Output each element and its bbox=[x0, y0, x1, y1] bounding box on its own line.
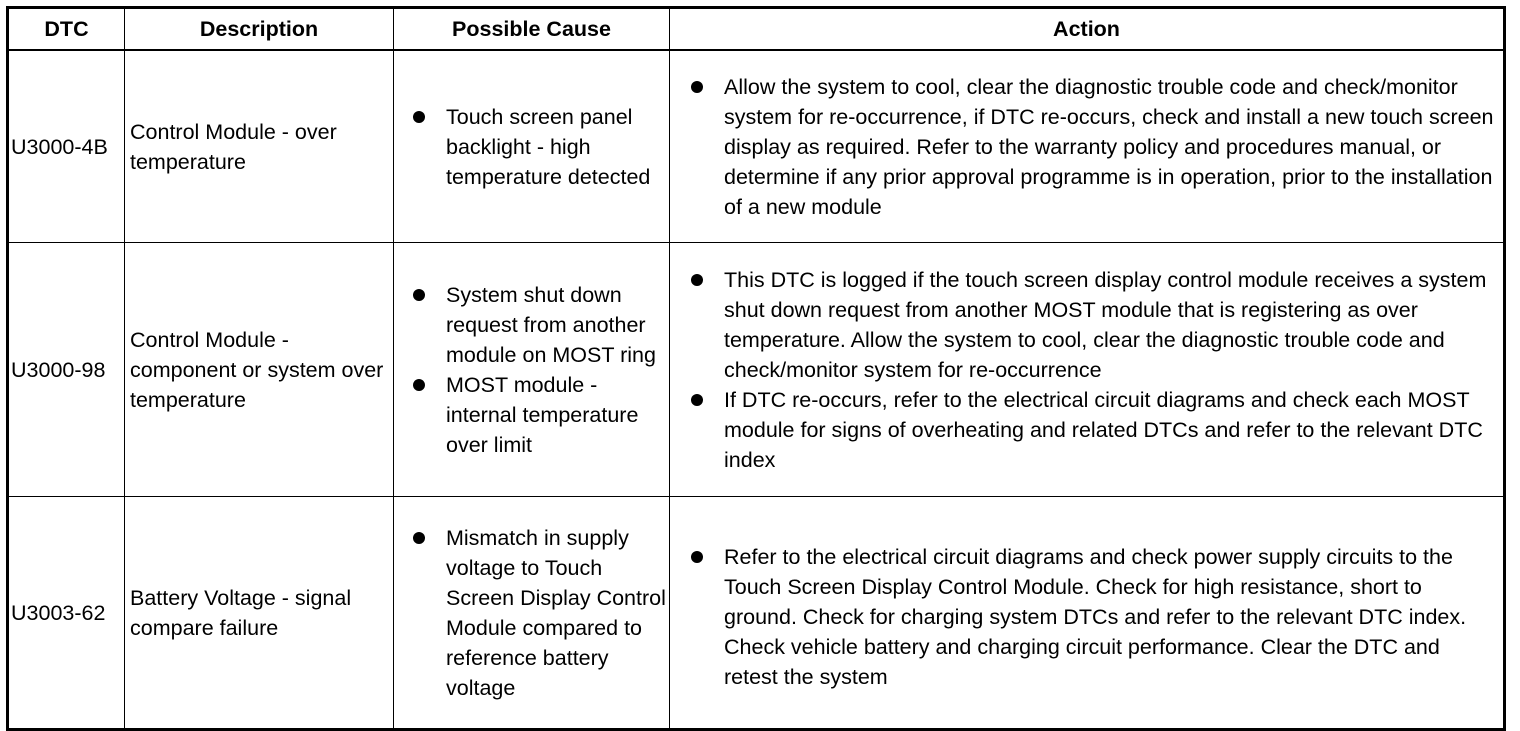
action-cell bbox=[670, 243, 1505, 497]
cause-item bbox=[406, 523, 667, 703]
action-list bbox=[684, 265, 1499, 475]
table-body bbox=[8, 50, 1505, 730]
cause-item bbox=[406, 280, 667, 370]
action-text: This DTC is logged if the touch screen display control module receives a system shut down request from another MOST module that is registering as over temperature. Allow the system to cool, clear the diagnostic trouble code and check/monitor system for re-occurrence bbox=[724, 267, 1487, 382]
bullet-icon bbox=[691, 551, 703, 563]
header-row bbox=[8, 8, 1505, 51]
cause-list bbox=[406, 280, 667, 460]
dtc-description: Battery Voltage - signal compare failure bbox=[125, 497, 394, 730]
cause-text: MOST module - internal temperature over limit bbox=[446, 372, 639, 457]
action-item bbox=[684, 265, 1499, 385]
bullet-icon bbox=[413, 289, 425, 301]
bullet-icon bbox=[413, 532, 425, 544]
action-item bbox=[684, 385, 1499, 475]
header-action: Action bbox=[670, 8, 1505, 51]
bullet-icon bbox=[691, 81, 703, 93]
bullet-icon bbox=[413, 379, 425, 391]
bullet-icon bbox=[691, 274, 703, 286]
dtc-table bbox=[6, 6, 1506, 731]
action-item bbox=[684, 542, 1499, 692]
possible-cause-cell bbox=[394, 497, 670, 730]
bullet-icon bbox=[691, 394, 703, 406]
action-text: Allow the system to cool, clear the diagnostic trouble code and check/monitor system for re-occurrence, if DTC re-occurs, check and install a new touch screen display as required. Refer to the warranty policy and procedures manual, or determine if any prior approval programme is in operation, prior to the installation of a new module bbox=[724, 74, 1494, 219]
table-header bbox=[8, 8, 1505, 51]
dtc-code: U3000-4B bbox=[8, 50, 125, 243]
dtc-code: U3003-62 bbox=[8, 497, 125, 730]
action-list bbox=[684, 72, 1499, 222]
action-list bbox=[684, 542, 1499, 692]
action-text: If DTC re-occurs, refer to the electrical circuit diagrams and check each MOST module for signs of overheating and related DTCs and refer to the relevant DTC index bbox=[724, 387, 1483, 472]
action-item bbox=[684, 72, 1499, 222]
cause-list bbox=[406, 102, 667, 192]
action-cell bbox=[670, 497, 1505, 730]
cause-list bbox=[406, 523, 667, 703]
cause-text: Mismatch in supply voltage to Touch Screen Display Control Module compared to reference battery voltage bbox=[446, 525, 666, 700]
dtc-code: U3000-98 bbox=[8, 243, 125, 497]
header-dtc: DTC bbox=[8, 8, 125, 51]
cause-text: System shut down request from another module on MOST ring bbox=[446, 282, 656, 367]
cause-item bbox=[406, 102, 667, 192]
possible-cause-cell bbox=[394, 50, 670, 243]
header-description: Description bbox=[125, 8, 394, 51]
action-text: Refer to the electrical circuit diagrams and check power supply circuits to the Touch Screen Display Control Module. Check for high resistance, short to ground. Check for charging system DTCs and refer to the relevant DTC index. Check vehicle battery and charging circuit performance. Clear the DTC and retest the system bbox=[724, 544, 1467, 689]
possible-cause-cell bbox=[394, 243, 670, 497]
action-cell bbox=[670, 50, 1505, 243]
table-row bbox=[8, 497, 1505, 730]
table-row bbox=[8, 243, 1505, 497]
dtc-description: Control Module - component or system over temperature bbox=[125, 243, 394, 497]
header-possible-cause: Possible Cause bbox=[394, 8, 670, 51]
cause-item bbox=[406, 370, 667, 460]
bullet-icon bbox=[413, 111, 425, 123]
cause-text: Touch screen panel backlight - high temperature detected bbox=[446, 104, 651, 189]
dtc-description: Control Module - over temperature bbox=[125, 50, 394, 243]
table-row bbox=[8, 50, 1505, 243]
